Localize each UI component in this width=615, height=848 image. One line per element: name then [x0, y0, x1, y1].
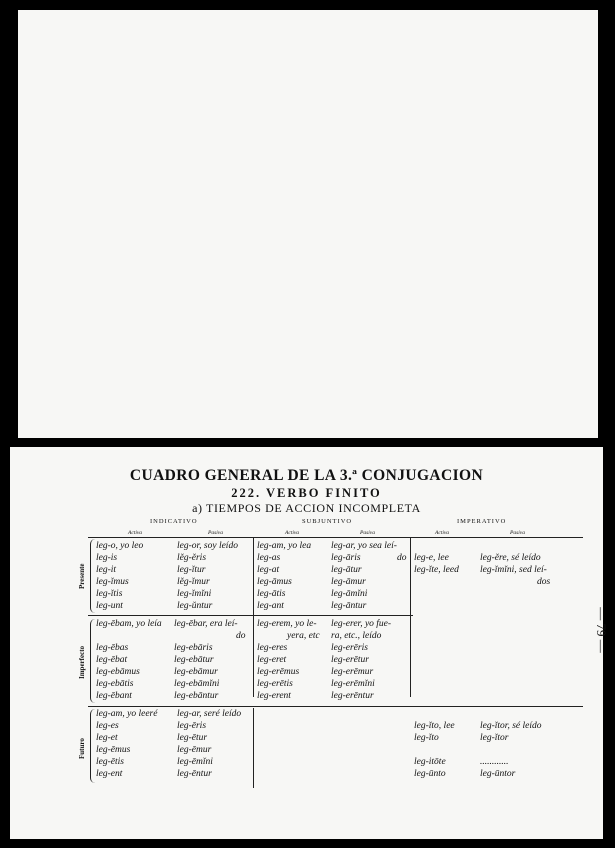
- impf-sub-pas-4: leg-erēmur: [331, 667, 374, 677]
- brace-imperfecto: [90, 619, 95, 703]
- fut-ind-act-1: leg-am, yo leeré: [96, 709, 158, 719]
- pres-sub-act-3: leg-at: [257, 565, 280, 575]
- header-indicativo: INDICATIVO: [150, 518, 198, 525]
- impf-sub-act-3: leg-eret: [257, 655, 287, 665]
- fut-ind-act-5: leg-ētis: [96, 757, 124, 767]
- pres-sub-pas-3: leg-ātur: [331, 565, 362, 575]
- impf-sub-act-2: leg-eres: [257, 643, 288, 653]
- pres-ind-pas-2: lĕg-ĕris: [177, 553, 207, 563]
- pres-ind-pas-3: leg-ĭtur: [177, 565, 206, 575]
- fut-imp-act-2: leg-ĭto, lee: [414, 721, 455, 731]
- page-number: — 79 —: [593, 607, 609, 653]
- header-ind-activa: Activa: [128, 530, 143, 536]
- fut-ind-act-2: leg-es: [96, 721, 119, 731]
- page-title: CUADRO GENERAL DE LA 3.ª CONJUGACION: [129, 467, 484, 484]
- pres-sub-act-6: leg-ant: [257, 601, 284, 611]
- fut-imp-pas-6: leg-ūntor: [480, 769, 516, 779]
- header-rule: [88, 537, 583, 538]
- impf-sub-act-5: leg-erētis: [257, 679, 293, 689]
- pres-sub-act-4: leg-āmus: [257, 577, 292, 587]
- impf-ind-act-6: leg-ēbant: [96, 691, 132, 701]
- pres-sub-pas-1: leg-ar, yo sea leí-: [331, 541, 397, 551]
- impf-sub-pas-3: leg-erētur: [331, 655, 369, 665]
- label-presente: Presente: [78, 563, 86, 589]
- impf-ind-act-2: leg-ēbas: [96, 643, 129, 653]
- impf-ind-pas-6: leg-ebāntur: [174, 691, 219, 701]
- fut-ind-act-6: leg-ent: [96, 769, 123, 779]
- pres-imp-act-4: leg-ĭte, leed: [414, 565, 459, 575]
- section-title: a) TIEMPOS DE ACCION INCOMPLETA: [192, 501, 421, 515]
- fut-ind-act-3: leg-et: [96, 733, 118, 743]
- divider-futuro: [253, 708, 254, 788]
- pres-ind-act-3: leg-it: [96, 565, 117, 575]
- pres-ind-pas-4: lĕg-ĭmur: [177, 577, 210, 587]
- pres-sub-pas-cont: do: [397, 553, 407, 563]
- pres-sub-pas-6: leg-āntur: [331, 601, 367, 611]
- pres-imp-pas-5: dos: [537, 577, 551, 587]
- impf-ind-act-1: leg-ēbam, yo leía: [96, 619, 162, 629]
- impf-sub-act-cont: yera, etc: [287, 631, 320, 641]
- brace-futuro: [90, 709, 95, 783]
- header-sub-pasiva: Pasiva: [360, 530, 375, 536]
- row-rule-2: [88, 706, 583, 707]
- header-imp-pasiva: Pasiva: [510, 530, 525, 536]
- impf-sub-pas-1: leg-erer, yo fue-: [331, 619, 392, 629]
- impf-ind-pas-cont: do: [236, 631, 246, 641]
- pres-ind-pas-6: leg-ŭntur: [177, 601, 213, 611]
- fut-imp-pas-3: leg-ĭtor: [480, 733, 509, 743]
- impf-sub-act-1: leg-erem, yo le-: [257, 619, 317, 629]
- impf-ind-pas-2: leg-ebāris: [174, 643, 213, 653]
- impf-ind-pas-4: leg-ebāmur: [174, 667, 218, 677]
- header-subjuntivo: SUBJUNTIVO: [302, 518, 353, 525]
- pres-sub-act-5: leg-ātis: [257, 589, 286, 599]
- fut-imp-act-5: leg-itōte: [414, 757, 446, 767]
- fut-ind-pas-3: leg-ētur: [177, 733, 208, 743]
- pres-imp-pas-1: leg-ĕre, sé leído: [480, 553, 541, 563]
- subtitle: 222. VERBO FINITO: [231, 486, 382, 500]
- label-imperfecto: Imperfecto: [78, 645, 86, 679]
- pres-imp-act-1: leg-e, lee: [414, 553, 449, 563]
- fut-ind-act-4: leg-ēmus: [96, 745, 131, 755]
- fut-ind-pas-1: leg-ar, seré leído: [177, 709, 242, 719]
- header-ind-pasiva: Pasiva: [208, 530, 223, 536]
- pres-ind-act-4: leg-ĭmus: [96, 577, 129, 587]
- impf-ind-act-3: leg-ēbat: [96, 655, 128, 665]
- fut-imp-pas-5: ............: [480, 757, 509, 767]
- pres-ind-act-5: leg-ĭtis: [96, 589, 123, 599]
- impf-sub-pas-6: leg-erēntur: [331, 691, 374, 701]
- label-futuro: Futuro: [78, 738, 86, 759]
- pres-sub-pas-4: leg-āmur: [331, 577, 366, 587]
- divider-ind-sub: [253, 537, 254, 697]
- pres-sub-act-1: leg-am, yo lea: [257, 541, 312, 551]
- fut-ind-pas-6: leg-ēntur: [177, 769, 212, 779]
- fut-imp-act-6: leg-ūnto: [414, 769, 446, 779]
- pres-sub-pas-2: leg-āris: [331, 553, 361, 563]
- impf-sub-pas-2: leg-erēris: [331, 643, 368, 653]
- divider-sub-imp: [410, 537, 411, 697]
- pres-sub-act-2: leg-as: [257, 553, 281, 563]
- pres-imp-pas-4: leg-ĭmĭni, sed leí-: [480, 565, 547, 575]
- fut-ind-pas-4: leg-ēmur: [177, 745, 212, 755]
- impf-sub-act-4: leg-erēmus: [257, 667, 300, 677]
- impf-sub-pas-5: leg-erēmĭni: [331, 679, 375, 689]
- fut-ind-pas-2: leg-ēris: [177, 721, 207, 731]
- impf-ind-pas-3: leg-ebātur: [174, 655, 214, 665]
- impf-ind-pas-5: leg-ebāmĭni: [174, 679, 220, 689]
- impf-ind-pas-1: leg-ēbar, era leí-: [174, 619, 238, 629]
- impf-ind-act-4: leg-ebāmus: [96, 667, 140, 677]
- impf-ind-act-5: leg-ebātis: [96, 679, 134, 689]
- pres-ind-pas-1: leg-or, soy leído: [177, 541, 238, 551]
- header-sub-activa: Activa: [285, 530, 300, 536]
- fut-ind-pas-5: leg-ēmĭni: [177, 757, 213, 767]
- pres-ind-act-6: leg-unt: [96, 601, 123, 611]
- impf-sub-act-6: leg-erent: [257, 691, 291, 701]
- fut-imp-pas-2: leg-ĭtor, sé leído: [480, 721, 542, 731]
- pres-ind-act-1: leg-o, yo leo: [96, 541, 144, 551]
- pres-ind-pas-5: leg-ĭmĭni: [177, 589, 212, 599]
- impf-sub-pas-cont: ra, etc., leído: [331, 631, 382, 641]
- blank-upper-page: [18, 10, 598, 438]
- fut-imp-act-3: leg-ĭto: [414, 733, 439, 743]
- pres-ind-act-2: leg-is: [96, 553, 118, 563]
- pres-sub-pas-5: leg-āmĭni: [331, 589, 368, 599]
- brace-presente: [90, 539, 95, 613]
- row-rule-1: [88, 615, 413, 616]
- header-imp-activa: Activa: [435, 530, 450, 536]
- header-imperativo: IMPERATIVO: [457, 518, 507, 525]
- page: [10, 447, 609, 839]
